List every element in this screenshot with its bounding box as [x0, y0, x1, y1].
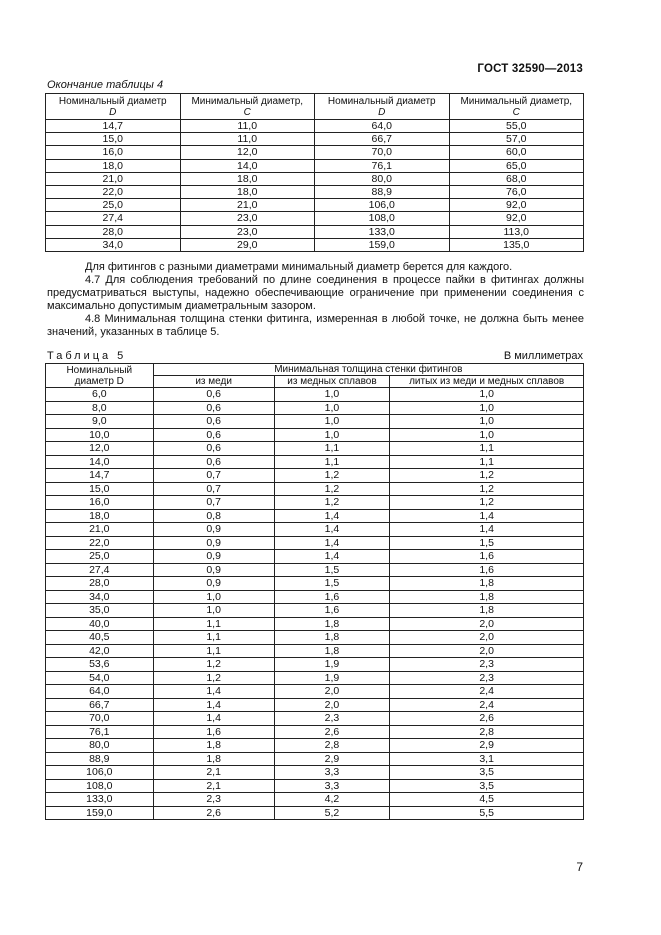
table-cell: 80,0	[315, 172, 450, 185]
table-cell: 16,0	[46, 146, 181, 159]
table-cell: 1,1	[390, 455, 584, 469]
table-cell: 9,0	[46, 415, 154, 429]
table-row	[46, 671, 584, 685]
table-cell: 1,5	[390, 536, 584, 550]
table-cell: 1,1	[153, 631, 274, 645]
table-cell: 1,4	[274, 523, 390, 537]
table-cell: 1,2	[274, 469, 390, 483]
table-cell: 14,7	[46, 469, 154, 483]
table-cell: 2,8	[390, 725, 584, 739]
table4-header-cell: Минимальный диаметр, C	[180, 94, 315, 120]
table-cell: 1,8	[390, 577, 584, 591]
table-cell: 60,0	[449, 146, 584, 159]
table-cell: 25,0	[46, 550, 154, 564]
table-cell: 1,5	[274, 563, 390, 577]
table-cell: 2,3	[274, 712, 390, 726]
table-row	[46, 523, 584, 537]
page-number: 7	[576, 860, 583, 874]
table-cell: 2,9	[274, 752, 390, 766]
table-cell: 1,2	[153, 658, 274, 672]
table5-subheader-cast: литых из меди и медных сплавов	[390, 376, 584, 388]
table-cell: 2,0	[390, 617, 584, 631]
table-cell: 0,6	[153, 415, 274, 429]
table-cell: 1,8	[274, 617, 390, 631]
table-cell: 14,0	[180, 159, 315, 172]
table-cell: 21,0	[46, 172, 181, 185]
table-row	[46, 577, 584, 591]
table-cell: 106,0	[46, 766, 154, 780]
table-cell: 5,2	[274, 806, 390, 820]
table-cell: 1,4	[153, 685, 274, 699]
table-cell: 1,2	[153, 671, 274, 685]
table-cell: 28,0	[46, 225, 181, 238]
table-row	[46, 631, 584, 645]
table-cell: 0,7	[153, 496, 274, 510]
table-row	[46, 685, 584, 699]
table-cell: 2,8	[274, 739, 390, 753]
table-row	[46, 698, 584, 712]
table-cell: 2,3	[390, 658, 584, 672]
table-cell: 54,0	[46, 671, 154, 685]
table-cell: 1,4	[274, 509, 390, 523]
table-cell: 0,9	[153, 563, 274, 577]
table-cell: 1,1	[390, 442, 584, 456]
table-row	[46, 212, 584, 225]
table-cell: 3,5	[390, 766, 584, 780]
table-row	[46, 401, 584, 415]
table-cell: 34,0	[46, 590, 154, 604]
table-cell: 0,9	[153, 550, 274, 564]
table-row	[46, 172, 584, 185]
table-cell: 1,2	[390, 482, 584, 496]
table-cell: 70,0	[315, 146, 450, 159]
table-cell: 1,1	[153, 617, 274, 631]
table-cell: 1,0	[390, 388, 584, 402]
table5-units: В миллиметрах	[503, 350, 583, 362]
table-cell: 4,5	[390, 793, 584, 807]
table-cell: 2,6	[390, 712, 584, 726]
table-row	[46, 469, 584, 483]
paragraph-4-8: 4.8 Минимальная толщина стенки фитинга, измеренная в любой точке, не должна быть менее значений, указанных в таблице 5.	[47, 313, 584, 338]
table-cell: 0,6	[153, 388, 274, 402]
table-cell: 66,7	[315, 133, 450, 146]
table-cell: 1,0	[390, 428, 584, 442]
table-cell: 0,7	[153, 482, 274, 496]
table-cell: 22,0	[46, 185, 181, 198]
table4	[45, 93, 584, 252]
table-cell: 1,0	[390, 401, 584, 415]
table-row	[46, 563, 584, 577]
table4-body	[46, 120, 584, 252]
table-cell: 0,8	[153, 509, 274, 523]
table-row	[46, 442, 584, 456]
table5	[45, 363, 584, 820]
table-cell: 1,6	[274, 590, 390, 604]
table-cell: 135,0	[449, 238, 584, 251]
table-cell: 1,2	[390, 469, 584, 483]
table-cell: 42,0	[46, 644, 154, 658]
table-cell: 1,0	[153, 590, 274, 604]
table-cell: 1,0	[274, 388, 390, 402]
table-cell: 16,0	[46, 496, 154, 510]
table-cell: 1,0	[274, 401, 390, 415]
table-cell: 6,0	[46, 388, 154, 402]
table-cell: 1,1	[274, 442, 390, 456]
table-cell: 1,9	[274, 658, 390, 672]
table-cell: 1,1	[274, 455, 390, 469]
paragraph-4-7: 4.7 Для соблюдения требований по длине соединения в процессе пайки в фитингах должны предусматриваться выступы, надежно обеспечивающие ограничение при применении соединения с максимально допустимым диаметральным зазором.	[47, 274, 584, 312]
table-cell: 1,0	[153, 604, 274, 618]
table5-header-diameter: Номинальный диаметр D	[46, 364, 154, 388]
table-cell: 1,6	[390, 550, 584, 564]
table-cell: 1,0	[274, 428, 390, 442]
table-cell: 25,0	[46, 199, 181, 212]
table-cell: 53,6	[46, 658, 154, 672]
table-cell: 3,5	[390, 779, 584, 793]
table-cell: 2,3	[153, 793, 274, 807]
table4-header-cell: Номинальный диаметр D	[46, 94, 181, 120]
table-cell: 1,5	[274, 577, 390, 591]
table-cell: 1,8	[390, 590, 584, 604]
table-row	[46, 185, 584, 198]
table-cell: 40,0	[46, 617, 154, 631]
table-cell: 1,4	[153, 712, 274, 726]
table-row	[46, 225, 584, 238]
table-row	[46, 793, 584, 807]
table-cell: 55,0	[449, 120, 584, 133]
table-cell: 2,9	[390, 739, 584, 753]
table-cell: 70,0	[46, 712, 154, 726]
table-cell: 18,0	[46, 509, 154, 523]
table-cell: 76,1	[46, 725, 154, 739]
table-cell: 11,0	[180, 133, 315, 146]
table-cell: 1,4	[390, 523, 584, 537]
table-row	[46, 725, 584, 739]
table-cell: 0,6	[153, 428, 274, 442]
table-row	[46, 415, 584, 429]
table-cell: 159,0	[315, 238, 450, 251]
table-cell: 2,3	[390, 671, 584, 685]
table-row	[46, 712, 584, 726]
table-cell: 0,6	[153, 401, 274, 415]
table-row	[46, 536, 584, 550]
table-cell: 4,2	[274, 793, 390, 807]
table-cell: 12,0	[46, 442, 154, 456]
table-cell: 18,0	[46, 159, 181, 172]
table-cell: 1,2	[390, 496, 584, 510]
table4-caption: Окончание таблицы 4	[47, 79, 164, 91]
table-row	[46, 806, 584, 820]
table-cell: 8,0	[46, 401, 154, 415]
table-cell: 133,0	[46, 793, 154, 807]
table-cell: 1,8	[153, 752, 274, 766]
table-cell: 14,0	[46, 455, 154, 469]
table-cell: 159,0	[46, 806, 154, 820]
table5-header-group: Минимальная толщина стенки фитингов	[153, 364, 583, 376]
table-cell: 21,0	[46, 523, 154, 537]
table-cell: 1,8	[390, 604, 584, 618]
table-cell: 108,0	[46, 779, 154, 793]
table-cell: 1,8	[153, 739, 274, 753]
table-row	[46, 658, 584, 672]
table-cell: 15,0	[46, 482, 154, 496]
table-cell: 2,4	[390, 685, 584, 699]
table5-title: Таблица 5	[47, 350, 127, 362]
table-cell: 15,0	[46, 133, 181, 146]
table-row	[46, 752, 584, 766]
table-cell: 2,6	[274, 725, 390, 739]
table-cell: 88,9	[46, 752, 154, 766]
table-cell: 1,8	[274, 631, 390, 645]
table-cell: 35,0	[46, 604, 154, 618]
table-cell: 108,0	[315, 212, 450, 225]
table-row	[46, 146, 584, 159]
table5-header-row	[46, 364, 584, 376]
table-cell: 3,3	[274, 779, 390, 793]
table-cell: 80,0	[46, 739, 154, 753]
table-row	[46, 388, 584, 402]
table-row	[46, 617, 584, 631]
table-row	[46, 590, 584, 604]
table-cell: 133,0	[315, 225, 450, 238]
table-cell: 0,6	[153, 455, 274, 469]
table-cell: 1,9	[274, 671, 390, 685]
table-cell: 0,9	[153, 523, 274, 537]
table-row	[46, 238, 584, 251]
table-cell: 0,6	[153, 442, 274, 456]
table-cell: 2,6	[153, 806, 274, 820]
table-cell: 0,9	[153, 577, 274, 591]
table-cell: 57,0	[449, 133, 584, 146]
table-cell: 1,0	[274, 415, 390, 429]
table-cell: 0,7	[153, 469, 274, 483]
table-cell: 2,4	[390, 698, 584, 712]
table-cell: 29,0	[180, 238, 315, 251]
table-cell: 1,1	[153, 644, 274, 658]
table-cell: 66,7	[46, 698, 154, 712]
table-cell: 11,0	[180, 120, 315, 133]
table-row	[46, 550, 584, 564]
table-cell: 27,4	[46, 563, 154, 577]
table-row	[46, 428, 584, 442]
table-cell: 1,6	[153, 725, 274, 739]
table-cell: 64,0	[46, 685, 154, 699]
table-row	[46, 496, 584, 510]
table-row	[46, 766, 584, 780]
table-cell: 1,4	[390, 509, 584, 523]
table-cell: 21,0	[180, 199, 315, 212]
table-cell: 1,0	[390, 415, 584, 429]
standard-number: ГОСТ 32590—2013	[477, 63, 583, 75]
table-cell: 68,0	[449, 172, 584, 185]
table-cell: 64,0	[315, 120, 450, 133]
table-cell: 28,0	[46, 577, 154, 591]
table-cell: 106,0	[315, 199, 450, 212]
table-cell: 2,0	[390, 631, 584, 645]
table-cell: 1,6	[390, 563, 584, 577]
paragraph-diameter-note: Для фитингов с разными диаметрами минимальный диаметр берется для каждого.	[85, 261, 513, 273]
table-cell: 27,4	[46, 212, 181, 225]
table-row	[46, 133, 584, 146]
table-cell: 88,9	[315, 185, 450, 198]
table-row	[46, 455, 584, 469]
table-cell: 12,0	[180, 146, 315, 159]
table-cell: 23,0	[180, 212, 315, 225]
table-cell: 18,0	[180, 172, 315, 185]
table5-body	[46, 388, 584, 820]
table-cell: 76,1	[315, 159, 450, 172]
table-row	[46, 120, 584, 133]
table-cell: 113,0	[449, 225, 584, 238]
table-cell: 1,4	[153, 698, 274, 712]
table-cell: 5,5	[390, 806, 584, 820]
table5-subheader-copper: из меди	[153, 376, 274, 388]
table4-header-row	[46, 94, 584, 120]
table-row	[46, 199, 584, 212]
table-row	[46, 482, 584, 496]
table-row	[46, 604, 584, 618]
table-cell: 18,0	[180, 185, 315, 198]
table-row	[46, 644, 584, 658]
table-cell: 1,2	[274, 496, 390, 510]
table-cell: 65,0	[449, 159, 584, 172]
table-cell: 76,0	[449, 185, 584, 198]
table-cell: 1,2	[274, 482, 390, 496]
table4-header-cell: Номинальный диаметр D	[315, 94, 450, 120]
table-row	[46, 739, 584, 753]
table-cell: 2,1	[153, 766, 274, 780]
table4-header-cell: Минимальный диаметр, C	[449, 94, 584, 120]
table-row	[46, 509, 584, 523]
table-cell: 92,0	[449, 212, 584, 225]
table-cell: 34,0	[46, 238, 181, 251]
table-cell: 14,7	[46, 120, 181, 133]
table-row	[46, 159, 584, 172]
table-cell: 3,1	[390, 752, 584, 766]
table-cell: 92,0	[449, 199, 584, 212]
table-cell: 23,0	[180, 225, 315, 238]
table-cell: 2,1	[153, 779, 274, 793]
table-cell: 0,9	[153, 536, 274, 550]
table-cell: 2,0	[390, 644, 584, 658]
table-cell: 1,6	[274, 604, 390, 618]
table-cell: 10,0	[46, 428, 154, 442]
table-row	[46, 779, 584, 793]
table-cell: 1,4	[274, 550, 390, 564]
table-cell: 2,0	[274, 698, 390, 712]
table-cell: 3,3	[274, 766, 390, 780]
table-cell: 2,0	[274, 685, 390, 699]
table-cell: 40,5	[46, 631, 154, 645]
table-cell: 1,8	[274, 644, 390, 658]
table5-subheader-alloys: из медных сплавов	[274, 376, 390, 388]
table-cell: 22,0	[46, 536, 154, 550]
table-cell: 1,4	[274, 536, 390, 550]
